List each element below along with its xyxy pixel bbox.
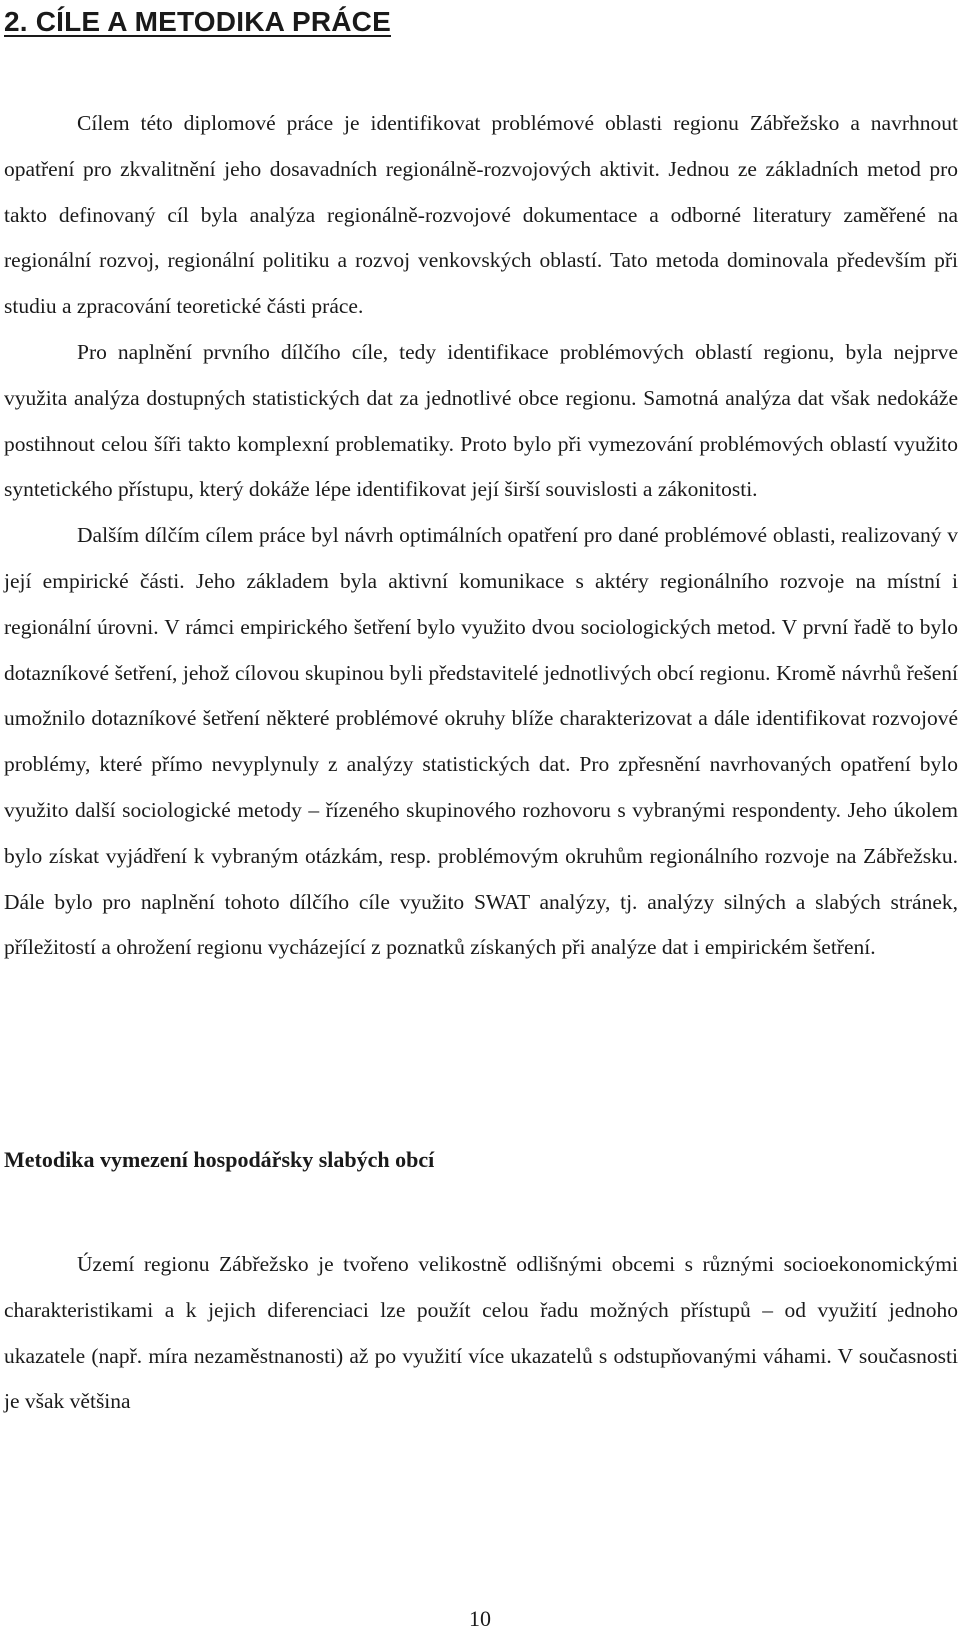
chapter-heading: 2. CÍLE A METODIKA PRÁCE [4,6,391,37]
paragraph-methodology: Území regionu Zábřežsko je tvořeno velikostně odlišnými obcemi s různými socioekonomickými charakteristikami a k jejich diferenciaci lze použít celou řadu možných přístupů – od využití jednoho ukazatele (např. míra nezaměstnanosti) až po využití více ukazatelů s odstupňovanými váhami. V současnosti je však většina [4,1252,958,1414]
paragraph-second-goal: Dalším dílčím cílem práce byl návrh optimálních opatření pro dané problémové oblasti, realizovaný v její empirické části. Jeho základem byla aktivní komunikace s aktéry regionálního rozvoje na místní i regionální úrovni. V rámci empirického šetření bylo využito dvou sociologických metod. V první řadě to bylo dotazníkové šetření, jehož cílovou skupinou byli představitelé jednotlivých obcí regionu. Kromě návrhů řešení umožnilo dotazníkové šetření některé problémové okruhy blíže charakterizovat a dále identifikovat rozvojové problémy, které přímo nevyplynuly z analýzy statistických dat. Pro zpřesnění navrhovaných opatření bylo využito další sociologické metody – řízeného skupinového rozhovoru s vybranými respondenty. Jeho úkolem bylo získat vyjádření k vybraným otázkám, resp. problémovým okruhům regionálního rozvoje na Zábřežsku. Dále bylo pro naplnění tohoto dílčího cíle využito SWAT analýzy, tj. analýzy silných a slabých stránek, příležitostí a ohrožení regionu vycházející z poznatků získaných při analýze dat i empirickém šetření. [4,523,958,960]
page-number: 10 [469,1606,491,1631]
paragraph-goal: Cílem této diplomové práce je identifikovat problémové oblasti regionu Zábřežsko a navrhnout opatření pro zkvalitnění jeho dosavadních regionálně-rozvojových aktivit. Jednou ze základních metod pro takto definovaný cíl byla analýza regionálně-rozvojové dokumentace a odborné literatury zaměřené na regionální rozvoj, regionální politiku a rozvoj venkovských oblastí. Tato metoda dominovala především při studiu a zpracování teoretické části práce. [4,111,958,319]
main-text-block [4,101,958,971]
section-subheading: Metodika vymezení hospodářsky slabých obcí [4,1147,435,1172]
paragraph-first-goal: Pro naplnění prvního dílčího cíle, tedy identifikace problémových oblastí regionu, byla nejprve využita analýza dostupných statistických dat za jednotlivé obce regionu. Samotná analýza dat však nedokáže postihnout celou šíři takto komplexní problematiky. Proto bylo při vymezování problémových oblastí využito syntetického přístupu, který dokáže lépe identifikovat její širší souvislosti a zákonitosti. [4,339,958,502]
methodology-text-block [4,1242,958,1425]
